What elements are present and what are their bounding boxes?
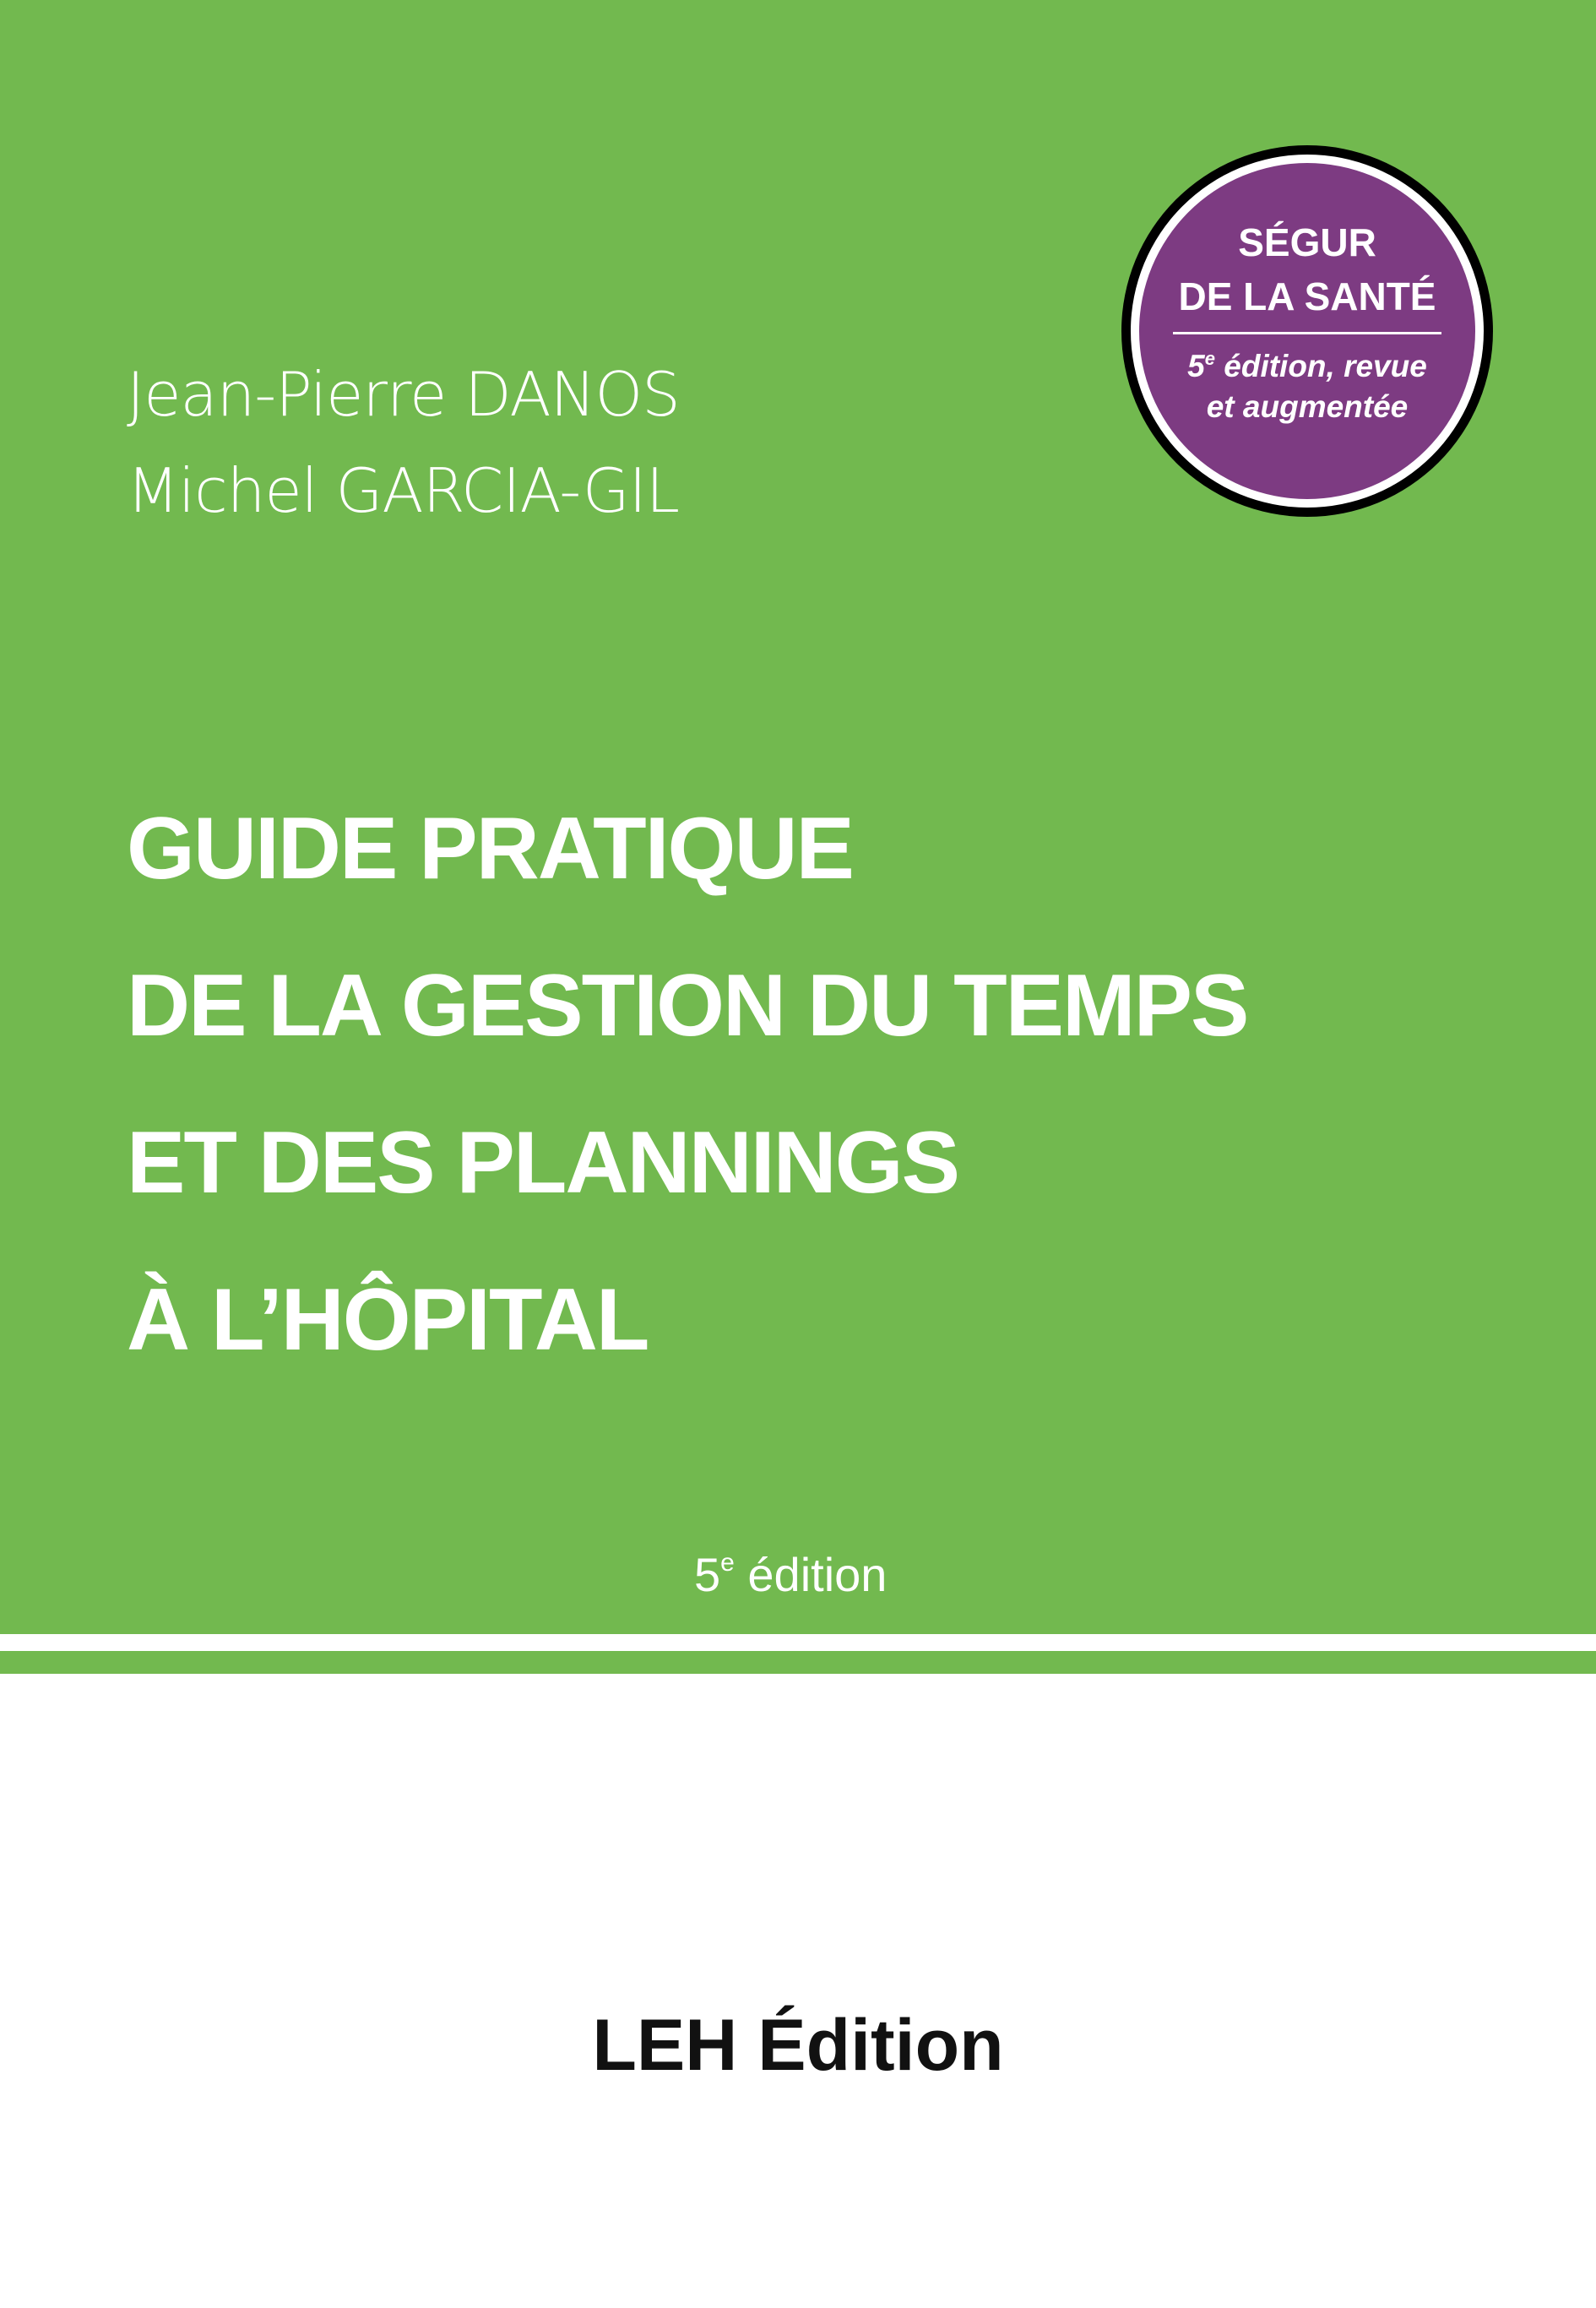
edition-label	[694, 1545, 887, 1605]
authors	[127, 346, 680, 539]
badge-circle	[1139, 163, 1475, 499]
title-line-3: ET DES PLANNINGS	[127, 1114, 958, 1212]
separator-green-stripe	[0, 1651, 1596, 1674]
book-title	[127, 770, 1247, 1398]
author-2: Michel GARCIA-GIL	[127, 455, 679, 526]
badge-edition-number: 5	[1187, 349, 1205, 383]
edition-text: édition	[734, 1548, 888, 1601]
publisher-name: LEH Édition	[592, 2005, 1004, 2086]
title-line-1: GUIDE PRATIQUE	[127, 800, 853, 898]
badge-edition-superscript: e	[1204, 348, 1215, 369]
badge-edition-rest: édition, revue	[1214, 349, 1427, 383]
badge-edition-line-2: et augmentée	[1206, 389, 1409, 424]
badge-edition-line	[1139, 346, 1475, 387]
title-line-2: DE LA GESTION DU TEMPS	[127, 957, 1248, 1055]
separator-white-stripe	[0, 1634, 1596, 1651]
badge-text	[1139, 215, 1475, 427]
segur-badge	[1121, 145, 1493, 517]
author-1: Jean-Pierre DANOS	[127, 359, 680, 430]
badge-line-1: SÉGUR	[1238, 220, 1376, 264]
badge-divider	[1173, 332, 1441, 334]
edition-number: 5	[694, 1548, 721, 1601]
edition-superscript: e	[720, 1549, 735, 1577]
badge-line-2: DE LA SANTÉ	[1178, 274, 1436, 318]
title-line-4: À L’HÔPITAL	[127, 1271, 649, 1369]
